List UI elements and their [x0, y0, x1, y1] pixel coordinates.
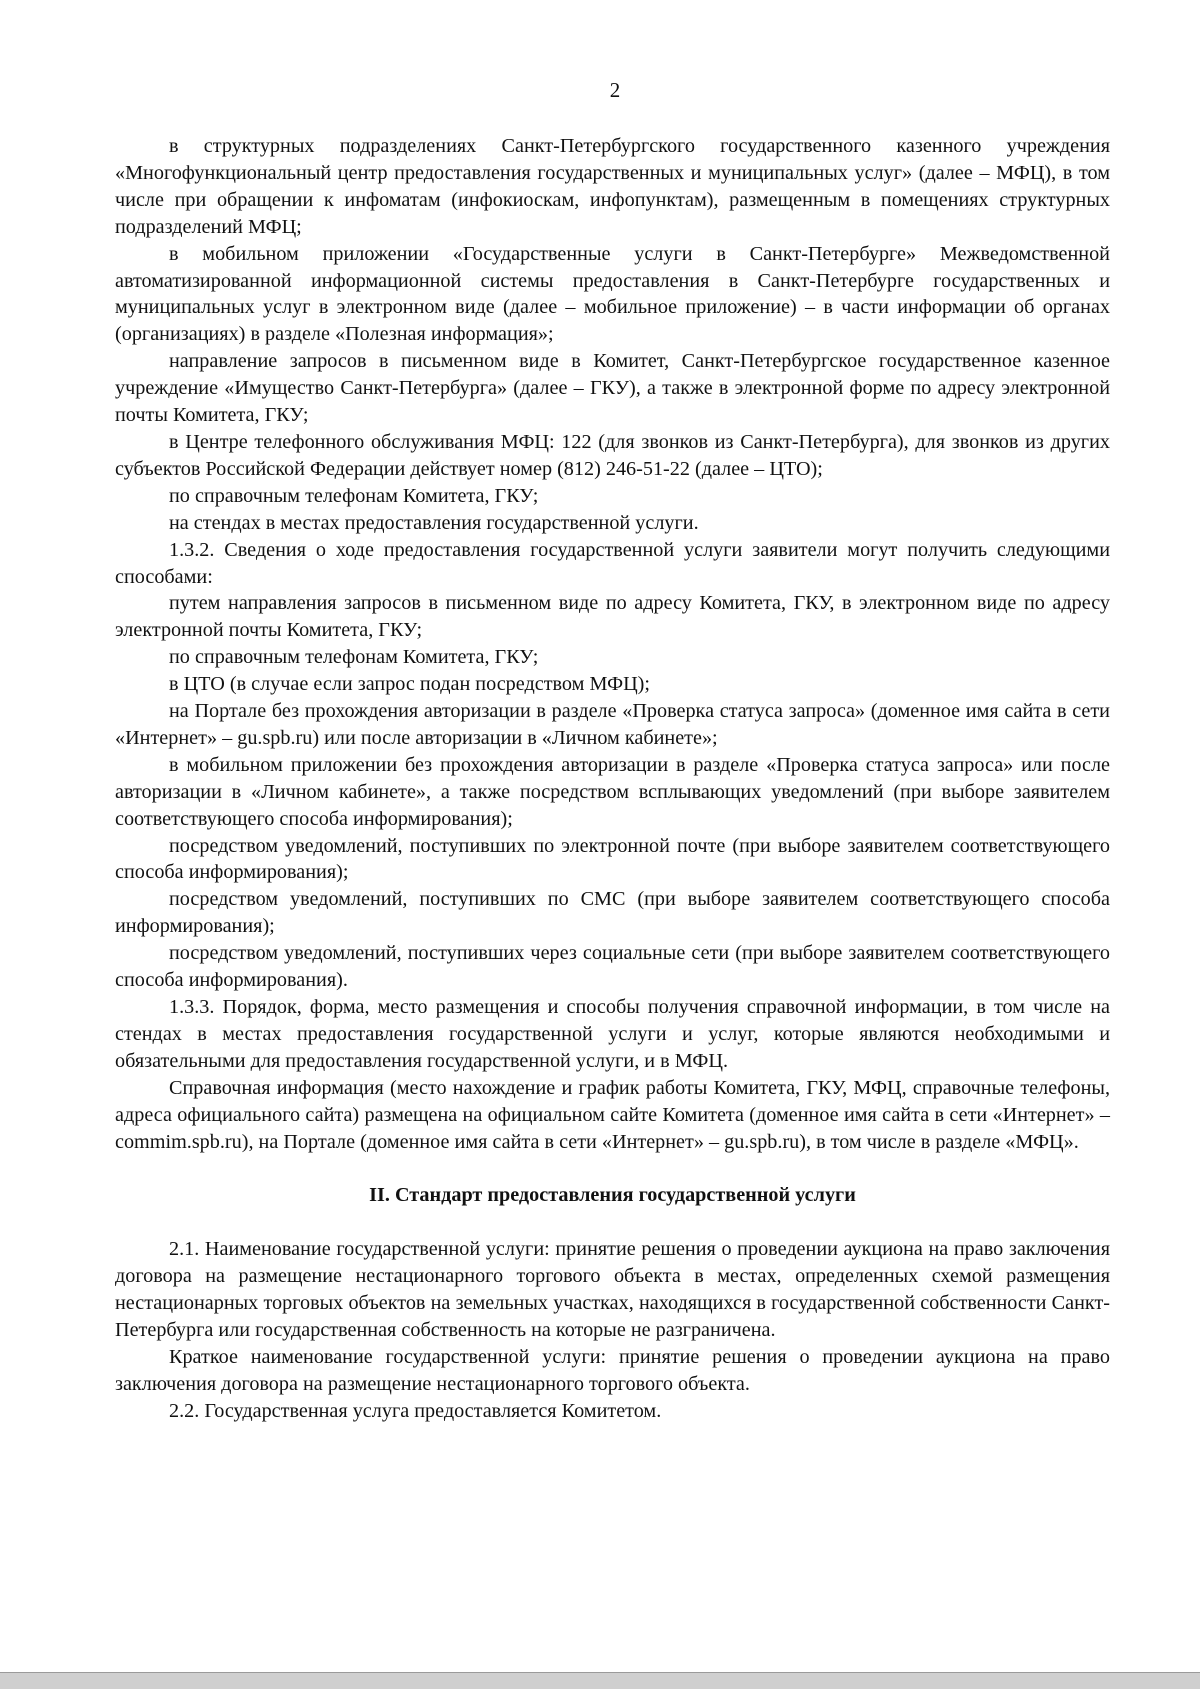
paragraph-social-notifications: посредством уведомлений, поступивших через социальные сети (при выборе заявителем соответствующего способа информирования). — [115, 942, 1110, 992]
scan-bottom-edge — [0, 1672, 1200, 1689]
paragraph-status-phones: по справочным телефонам Комитета, ГКУ; — [169, 646, 539, 669]
paragraph-1-3-3: 1.3.3. Порядок, форма, место размещения и способы получения справочной информации, в том числе на стендах в местах предоставления государственной услуги и услуг, которые являются необходимыми и обязательными для предоставления государственной услуги, и в МФЦ. — [115, 996, 1110, 1072]
paragraph-2-2: 2.2. Государственная услуга предоставляется Комитетом. — [169, 1399, 662, 1422]
paragraph-mobile-app: в мобильном приложении «Государственные услуги в Санкт-Петербурге» Межведомственной автоматизированной информационной системы предоставления в Санкт-Петербурге государственных и муниципальных услуг в электронном виде (далее – мобильное приложение) – в части информации об органах (организациях) в разделе «Полезная информация»; — [115, 242, 1110, 346]
paragraph-stands: на стендах в местах предоставления государственной услуги. — [169, 511, 699, 534]
paragraph-2-1: 2.1. Наименование государственной услуги: принятие решения о проведении аукциона на право заключения договора на размещение нестационарного торгового объекта в местах, определенных схемой размещения нестационарных торговых объектов на земельных участках, находящихся в государственной собственности Санкт-Петербурга или государственная собственность на которые не разграничена. — [115, 1238, 1110, 1342]
paragraph-written-requests: направление запросов в письменном виде в Комитет, Санкт-Петербургское государственное казенное учреждение «Имущество Санкт-Петербурга» (далее – ГКУ), а также в электронной форме по адресу электронной почты Комитета, ГКУ; — [115, 350, 1110, 427]
paragraph-reference-phones: по справочным телефонам Комитета, ГКУ; — [169, 484, 539, 507]
paragraph-call-center: в Центре телефонного обслуживания МФЦ: 122 (для звонков из Санкт-Петербурга), для звонков из других субъектов Российской Федерации действует номер (812) 246-51-22 (далее – ЦТО); — [115, 430, 1110, 480]
paragraph-mfc-structures: в структурных подразделениях Санкт-Петербургского государственного казенного учреждения «Многофункциональный центр предоставления государственных и муниципальных услуг» (далее – МФЦ), в том числе при обращении к инфоматам (инфокиоскам, инфопунктам), размещенным в помещениях структурных подразделений МФЦ; — [115, 135, 1110, 238]
document-body — [115, 133, 1110, 1425]
paragraph-1-3-2: 1.3.2. Сведения о ходе предоставления государственной услуги заявители могут получить следующими способами: — [115, 538, 1110, 588]
section-heading: II. Стандарт предоставления государственной услуги — [369, 1184, 856, 1207]
paragraph-sms-notifications: посредством уведомлений, поступивших по СМС (при выборе заявителем соответствующего способа информирования); — [115, 888, 1110, 938]
paragraph-cto-status: в ЦТО (в случае если запрос подан посредством МФЦ); — [169, 673, 650, 696]
paragraph-reference-info: Справочная информация (место нахождение и график работы Комитета, ГКУ, МФЦ, справочные телефоны, адреса официального сайта) размещена на официальном сайте Комитета (доменное имя сайта в сети «Интернет» – commim.spb.ru), на Портале (доменное имя сайта в сети «Интернет» – gu.spb.ru), в том числе в разделе «МФЦ». — [115, 1076, 1110, 1153]
paragraph-mobile-status: в мобильном приложении без прохождения авторизации в разделе «Проверка статуса запроса» или после авторизации в «Личном кабинете», а также посредством всплывающих уведомлений (при выборе заявителем соответствующего способа информирования); — [115, 753, 1110, 830]
paragraph-short-name: Краткое наименование государственной услуги: принятие решения о проведении аукциона на право заключения договора на размещение нестационарного торгового объекта. — [115, 1345, 1110, 1395]
paragraph-written-status-requests: путем направления запросов в письменном виде по адресу Комитета, ГКУ, в электронном виде по адресу электронной почты Комитета, ГКУ; — [115, 592, 1110, 642]
paragraph-portal-status: на Портале без прохождения авторизации в разделе «Проверка статуса запроса» (доменное имя сайта в сети «Интернет» – gu.spb.ru) или после авторизации в «Личном кабинете»; — [115, 700, 1110, 749]
paragraph-email-notifications: посредством уведомлений, поступивших по электронной почте (при выборе заявителем соответствующего способа информирования); — [115, 834, 1110, 884]
page-number: 2 — [609, 78, 621, 102]
